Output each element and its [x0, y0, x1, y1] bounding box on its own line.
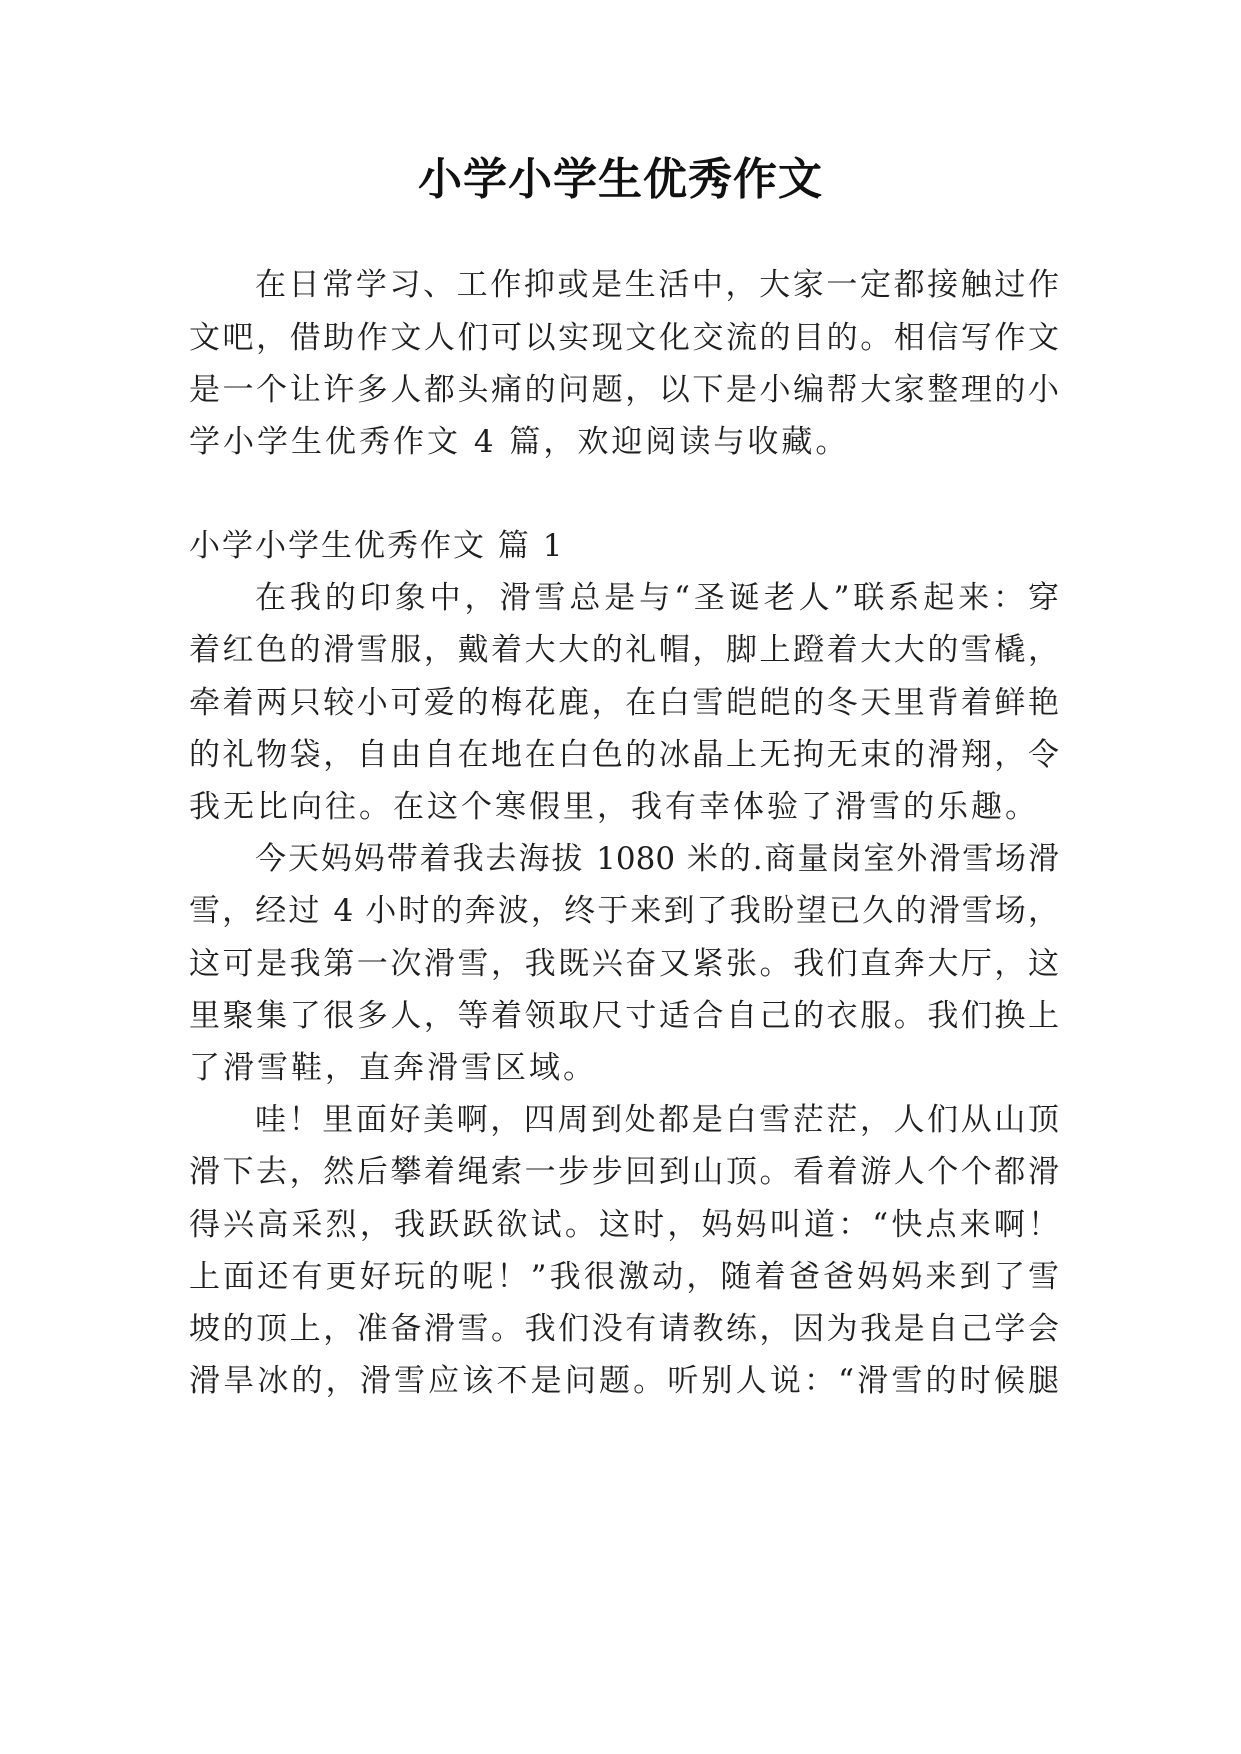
paragraph-line: 的礼物袋，自由自在地在白色的冰晶上无拘无束的滑翔，令: [189, 737, 1059, 773]
paragraph-line: 牵着两只较小可爱的梅花鹿，在白雪皑皑的冬天里背着鲜艳: [189, 685, 1059, 721]
paragraph-line: 滑下去，然后攀着绳索一步步回到山顶。看着游人个个都滑: [189, 1154, 1059, 1190]
intro-line: 在日常学习、工作抑或是生活中，大家一定都接触过作: [255, 267, 1059, 303]
page-title: 小学小学生优秀作文: [418, 154, 823, 205]
paragraph-line: 在我的印象中，滑雪总是与“圣诞老人”联系起来：穿: [255, 580, 1059, 616]
paragraph-line: 坡的顶上，准备滑雪。我们没有请教练，因为我是自己学会: [189, 1311, 1059, 1347]
intro-line: 文吧，借助作文人们可以实现文化交流的目的。相信写作文: [189, 320, 1059, 356]
paragraph-line: 我无比向往。在这个寒假里，我有幸体验了滑雪的乐趣。: [189, 789, 1039, 825]
paragraph-line: 了滑雪鞋，直奔滑雪区域。: [189, 1050, 597, 1086]
paragraph-line: 得兴高采烈，我跃跃欲试。这时，妈妈叫道：“快点来啊！: [189, 1207, 1059, 1243]
intro-line: 是一个让许多人都头痛的问题，以下是小编帮大家整理的小: [189, 372, 1059, 408]
paragraph-line: 雪，经过 4 小时的奔波，终于来到了我盼望已久的滑雪场，: [189, 893, 1059, 929]
paragraph-line: 今天妈妈带着我去海拔 1080 米的.商量岗室外滑雪场滑: [255, 841, 1059, 877]
paragraph-line: 着红色的滑雪服，戴着大大的礼帽，脚上蹬着大大的雪橇，: [189, 632, 1059, 668]
paragraph-line: 哇！里面好美啊，四周到处都是白雪茫茫，人们从山顶: [255, 1102, 1059, 1138]
paragraph-line: 里聚集了很多人，等着领取尺寸适合自己的衣服。我们换上: [189, 998, 1059, 1034]
section-heading: 小学小学生优秀作文 篇 1: [189, 528, 565, 564]
intro-line: 学小学生优秀作文 4 篇，欢迎阅读与收藏。: [189, 424, 850, 460]
paragraph-line: 滑旱冰的，滑雪应该不是问题。听别人说：“滑雪的时候腿: [189, 1363, 1059, 1399]
paragraph-line: 这可是我第一次滑雪，我既兴奋又紧张。我们直奔大厅，这: [189, 946, 1059, 982]
paragraph-line: 上面还有更好玩的呢！”我很激动，随着爸爸妈妈来到了雪: [189, 1259, 1059, 1295]
